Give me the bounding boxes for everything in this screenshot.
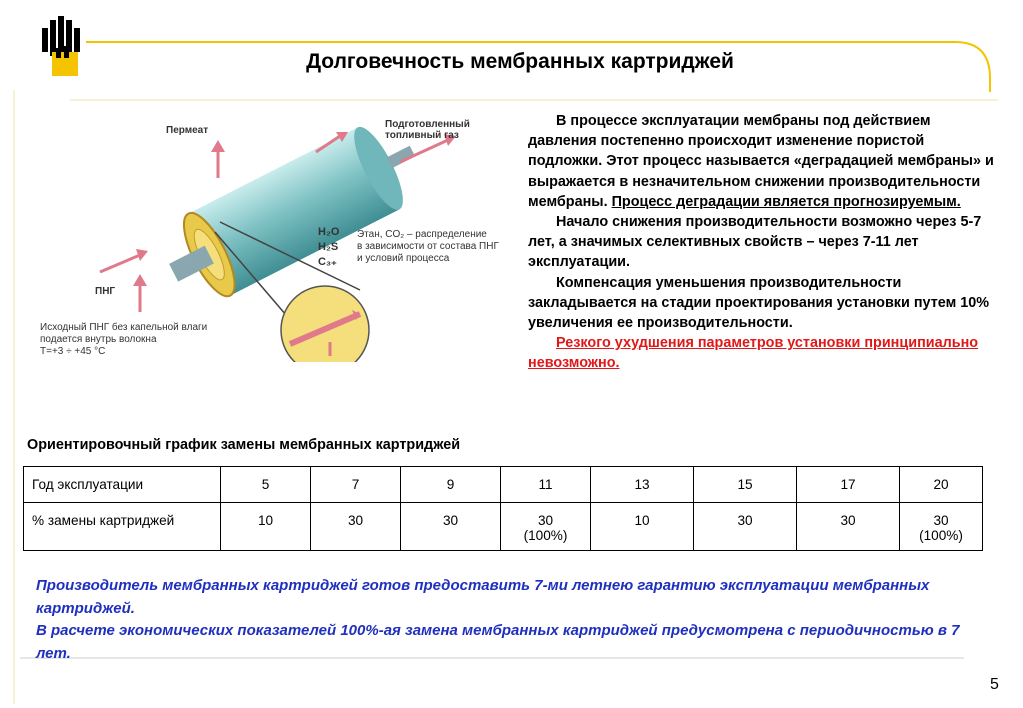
ethane-label-1: Этан, CO₂ – распределение (357, 229, 487, 240)
graph-title: Ориентировочный график замены мембранных картриджей (27, 437, 461, 453)
table-cell: 9 (401, 467, 501, 503)
ethane-label-2: в зависимости от состава ПНГ (357, 241, 499, 252)
png-label: ПНГ (95, 286, 116, 297)
table-row (24, 503, 983, 551)
warranty-note (36, 575, 996, 665)
cartridge-body (153, 112, 434, 314)
table-cell: 30 (311, 503, 401, 551)
table-cell: 5 (221, 467, 311, 503)
description-p3: Компенсация уменьшения производительности закладывается на стадии проектирования установки путем 10% увеличения ее производительности. (528, 274, 990, 332)
description-p1-underlined: Процесс деградации является прогнозируемым. (611, 193, 961, 210)
page-title: Долговечность мембранных картриджей (306, 50, 734, 73)
table-cell: 15 (694, 467, 797, 503)
c3-label: C₃₊ (318, 256, 337, 268)
table-cell: 10 (591, 503, 694, 551)
source-label-1: Исходный ПНГ без капельной влаги (40, 322, 208, 333)
replacement-table (23, 466, 983, 551)
table-cell-header: Год эксплуатации (24, 467, 221, 503)
prepared-gas-label-2: топливный газ (385, 130, 459, 141)
png-in-arrow (100, 255, 140, 272)
h2s-label: H₂S (318, 241, 339, 253)
table-cell: 11 (501, 467, 591, 503)
table-cell: 30 (797, 503, 900, 551)
description-text (528, 111, 998, 374)
ethane-label-3: и условий процесса (357, 253, 450, 264)
table-cell: 17 (797, 467, 900, 503)
description-p4-warning: Резкого ухудшения параметров установки принципиально невозможно. (528, 335, 979, 372)
table-cell: 7 (311, 467, 401, 503)
permeate-label: Пермеат (166, 125, 209, 136)
company-logo (42, 16, 92, 78)
table-cell: 13 (591, 467, 694, 503)
table-cell: 10 (221, 503, 311, 551)
warranty-note-line1: Производитель мембранных картриджей готов предоставить 7-ми летнею гарантию эксплуатации мембранных картриджей. (36, 577, 930, 617)
table-cell: 20 (900, 467, 983, 503)
page-number: 5 (990, 676, 999, 693)
warranty-note-line2: В расчете экономических показателей 100%-ая замена мембранных картриджей предусмотрена с периодичностью в 7 лет. (36, 622, 960, 662)
description-p2: Начало снижения производительности возможно через 5-7 лет, а значимых селективных свойств – через 7-11 лет эксплуатации. (528, 214, 982, 271)
source-label-2: подается внутрь волокна (40, 334, 157, 345)
table-cell-header: % замены картриджей (24, 503, 221, 551)
source-label-3: T=+3 ÷ +45 °C (40, 346, 106, 357)
h2o-label: H₂O (318, 226, 340, 238)
description-p1: В процессе эксплуатации мембраны под действием давления постепенно происходит изменение пористой подложки. Этот процесс называется «деградацией мембраны» и выражается в незначительном снижении производительности мембраны. (528, 113, 994, 210)
table-cell: 30 (401, 503, 501, 551)
table-row (24, 467, 983, 503)
table-cell: 30 (694, 503, 797, 551)
prepared-gas-label-1: Подготовленный (385, 119, 470, 130)
table-cell: 30 (100%) (501, 503, 591, 551)
table-cell: 30 (100%) (900, 503, 983, 551)
